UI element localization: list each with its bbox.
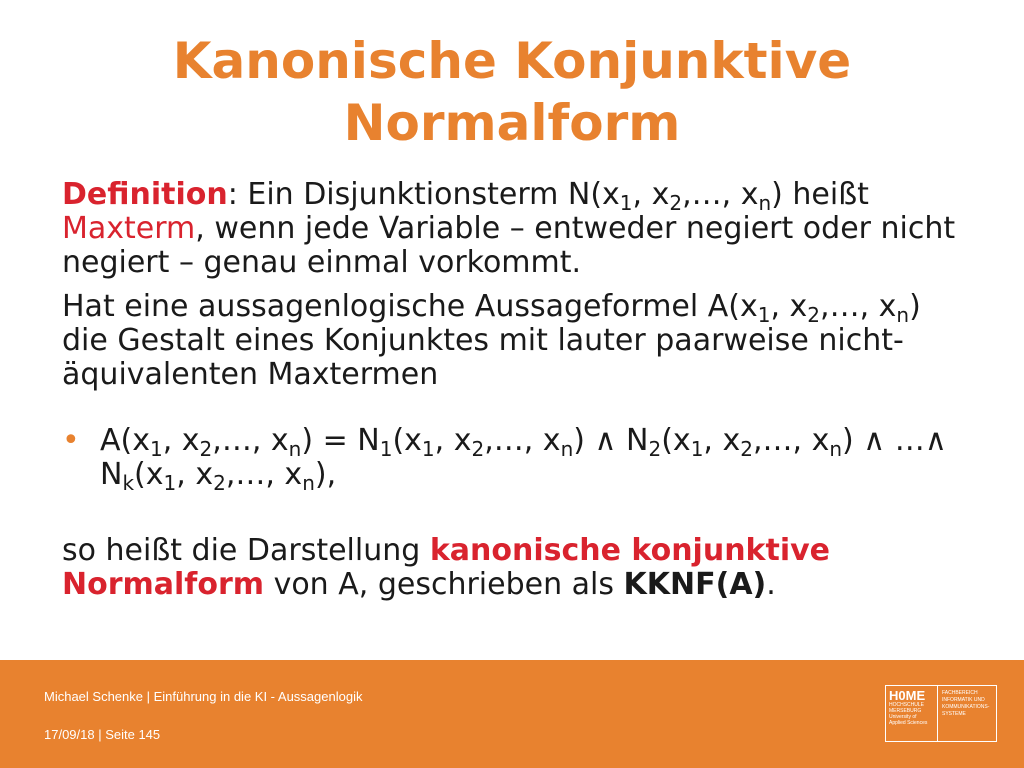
text: ) heißt — [771, 177, 869, 212]
condition-paragraph — [62, 290, 962, 392]
subscript: 1 — [757, 303, 771, 327]
subscript: n — [758, 191, 772, 215]
and-operator: ∧ — [924, 423, 947, 458]
text: Hat eine aussagenlogische Aussageformel A(x — [62, 289, 758, 324]
subscript: 2 — [213, 471, 226, 495]
subscript: n — [829, 437, 843, 461]
slide-body — [62, 178, 962, 612]
logo-text: HOCHSCHULE — [889, 702, 925, 708]
logo-text: MERSEBURG — [889, 708, 922, 714]
subscript: k — [122, 471, 135, 495]
text: von A, geschrieben als — [264, 567, 624, 602]
subscript: 1 — [149, 437, 163, 461]
spacer — [62, 492, 962, 534]
text: ) = N — [301, 423, 380, 458]
logo-wordmark: H0ME — [889, 688, 926, 703]
slide-title: Kanonische Konjunktive Normalform — [172, 32, 852, 152]
logo-text: University of — [889, 714, 917, 720]
conclusion-paragraph — [62, 534, 962, 602]
footer-date-page: 17/09/18 | Seite 145 — [44, 727, 161, 742]
subscript: 2 — [807, 303, 821, 327]
university-logo — [885, 685, 997, 742]
logo-left-panel — [886, 686, 938, 741]
subscript: 1 — [379, 437, 393, 461]
text: , x — [434, 423, 472, 458]
subscript: 1 — [421, 437, 435, 461]
text: , x — [770, 289, 808, 324]
subscript: n — [896, 303, 910, 327]
text: ), — [314, 457, 337, 492]
text: ,…, x — [820, 289, 897, 324]
text: , x — [632, 177, 670, 212]
text: (x — [392, 423, 422, 458]
subscript: 2 — [199, 437, 213, 461]
subscript: n — [302, 471, 315, 495]
text: ,…, x — [484, 423, 561, 458]
text: : Ein Disjunktionsterm N(x — [227, 177, 620, 212]
text: , x — [176, 457, 214, 492]
logo-dept-text: FACHBEREICH — [942, 690, 978, 696]
text: ) die Gestalt eines Konjunktes mit lauter paarweise nicht-äquivalenten Maxtermen — [62, 289, 921, 392]
subscript: 2 — [471, 437, 485, 461]
bullet-marker: • — [62, 423, 80, 458]
text: ,…, x — [225, 457, 303, 492]
text: , x — [162, 423, 200, 458]
maxterm-term: Maxterm — [62, 211, 196, 246]
text: N — [626, 423, 649, 458]
and-operator: ∧ — [594, 423, 617, 458]
logo-right-panel — [938, 686, 996, 741]
text: N — [100, 457, 123, 492]
text: ) — [573, 423, 595, 458]
logo-dept-text: SYSTEME — [942, 711, 966, 717]
subscript: n — [560, 437, 574, 461]
text: ,…, x — [212, 423, 289, 458]
formula-bullet — [62, 423, 962, 495]
text: so heißt die Darstellung — [62, 533, 430, 568]
text: … — [885, 423, 925, 458]
logo-dept-text: KOMMUNIKATIONS- — [942, 704, 990, 710]
text: . — [766, 567, 776, 602]
kknf-term: kanonische konjunktive Normalform — [62, 533, 831, 602]
subscript: 2 — [648, 437, 662, 461]
subscript: 1 — [619, 191, 633, 215]
logo-dept-text: INFORMATIK UND — [942, 697, 985, 703]
subscript: 2 — [740, 437, 753, 461]
footer-author-course: Michael Schenke | Einführung in die KI - Aussagenlogik — [44, 689, 363, 704]
text: ,…, x — [752, 423, 830, 458]
text: A(x — [100, 423, 150, 458]
text: , x — [703, 423, 741, 458]
text: , wenn jede Variable – entweder negiert oder nicht negiert – genau einmal vorkommt. — [62, 211, 956, 280]
logo-text: Applied Sciences — [889, 720, 928, 726]
and-operator: ∧ — [863, 423, 886, 458]
footer-bar — [0, 660, 1024, 768]
text: (x — [134, 457, 164, 492]
definition-term: Definition — [62, 177, 228, 212]
text — [616, 423, 626, 458]
subscript: n — [288, 437, 302, 461]
text: (x — [661, 423, 691, 458]
subscript: 2 — [669, 191, 683, 215]
subscript: 1 — [690, 437, 704, 461]
text: ) — [842, 423, 864, 458]
definition-paragraph — [62, 178, 962, 280]
kknf-abbreviation: KKNF(A) — [623, 567, 767, 602]
text: ,…, x — [682, 177, 759, 212]
subscript: 1 — [163, 471, 177, 495]
